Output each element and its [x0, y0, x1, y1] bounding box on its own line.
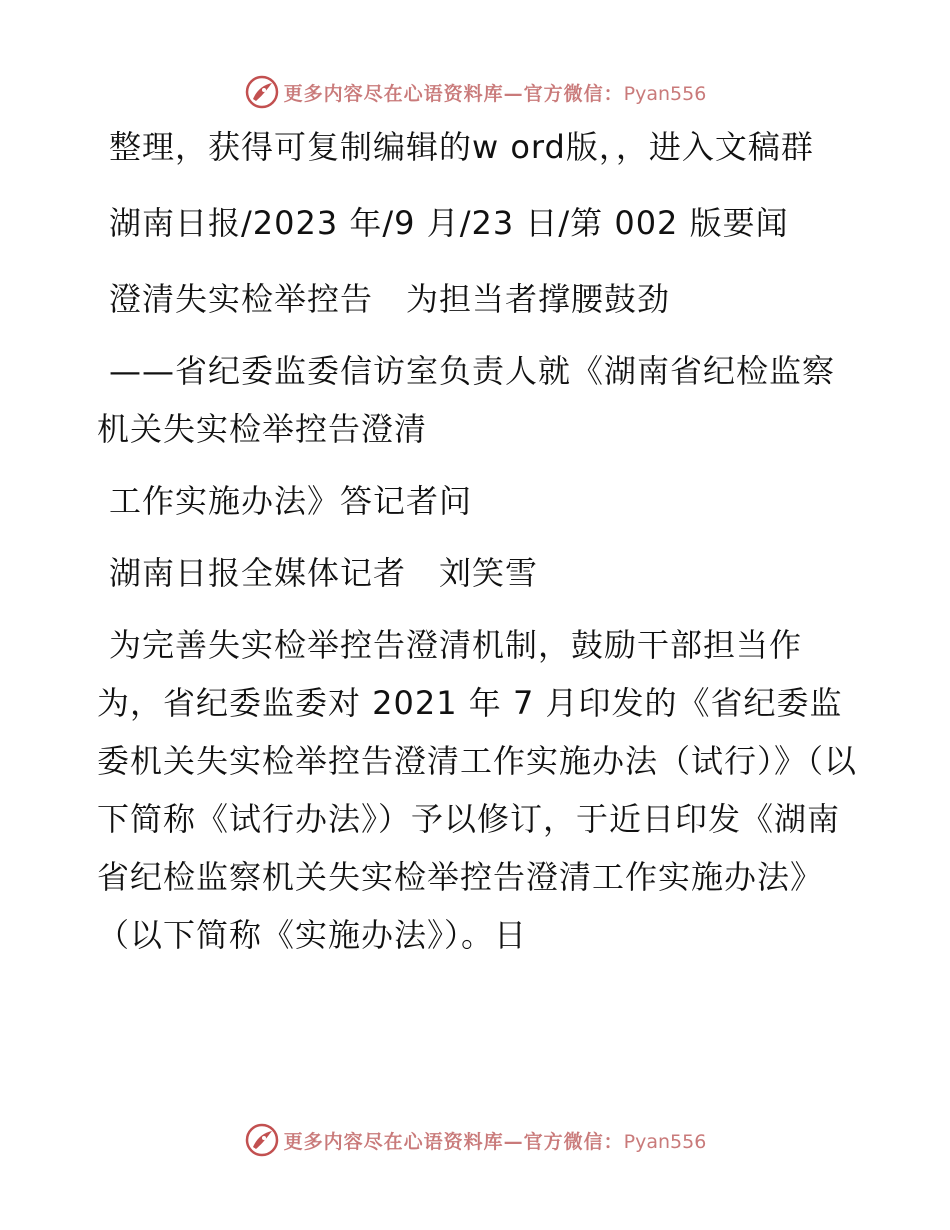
source-line: 湖南日报/2023 年/9 月/23 日/第 002 版要闻 — [109, 204, 789, 242]
footer-watermark — [0, 1118, 950, 1162]
subtitle-continued: 工作实施办法》答记者问 — [109, 482, 473, 520]
watermark-text: 更多内容尽在心语资料库—官方微信：Pyan556 — [283, 82, 707, 105]
header-watermark — [0, 70, 950, 114]
body-paragraph: 为完善失实检举控告澄清机制，鼓励干部担当作为，省纪委监委对 2021 年 7 月印发的《省纪委监委机关失实检举控告澄清工作实施办法（试行）》（以下简称《试行办法》）予以修订，于近日印发《湖南省纪检监察机关失实检举控告澄清工作实施办法》（以下简称《实施办法》）。日 — [97, 626, 858, 954]
intro-line: 整理，获得可复制编辑的w ord版，，进入文稿群 — [109, 128, 814, 166]
headline: 澄清失实检举控告 为担当者撑腰鼓劲 — [109, 280, 671, 318]
pen-nib-logo-icon — [244, 1122, 280, 1158]
watermark-text: 更多内容尽在心语资料库—官方微信：Pyan556 — [283, 1130, 707, 1153]
pen-nib-logo-icon — [244, 74, 280, 110]
document-body — [97, 118, 857, 964]
byline: 湖南日报全媒体记者 刘笑雪 — [109, 554, 539, 592]
subtitle: ——省纪委监委信访室负责人就《湖南省纪检监察机关失实检举控告澄清 — [97, 352, 836, 448]
